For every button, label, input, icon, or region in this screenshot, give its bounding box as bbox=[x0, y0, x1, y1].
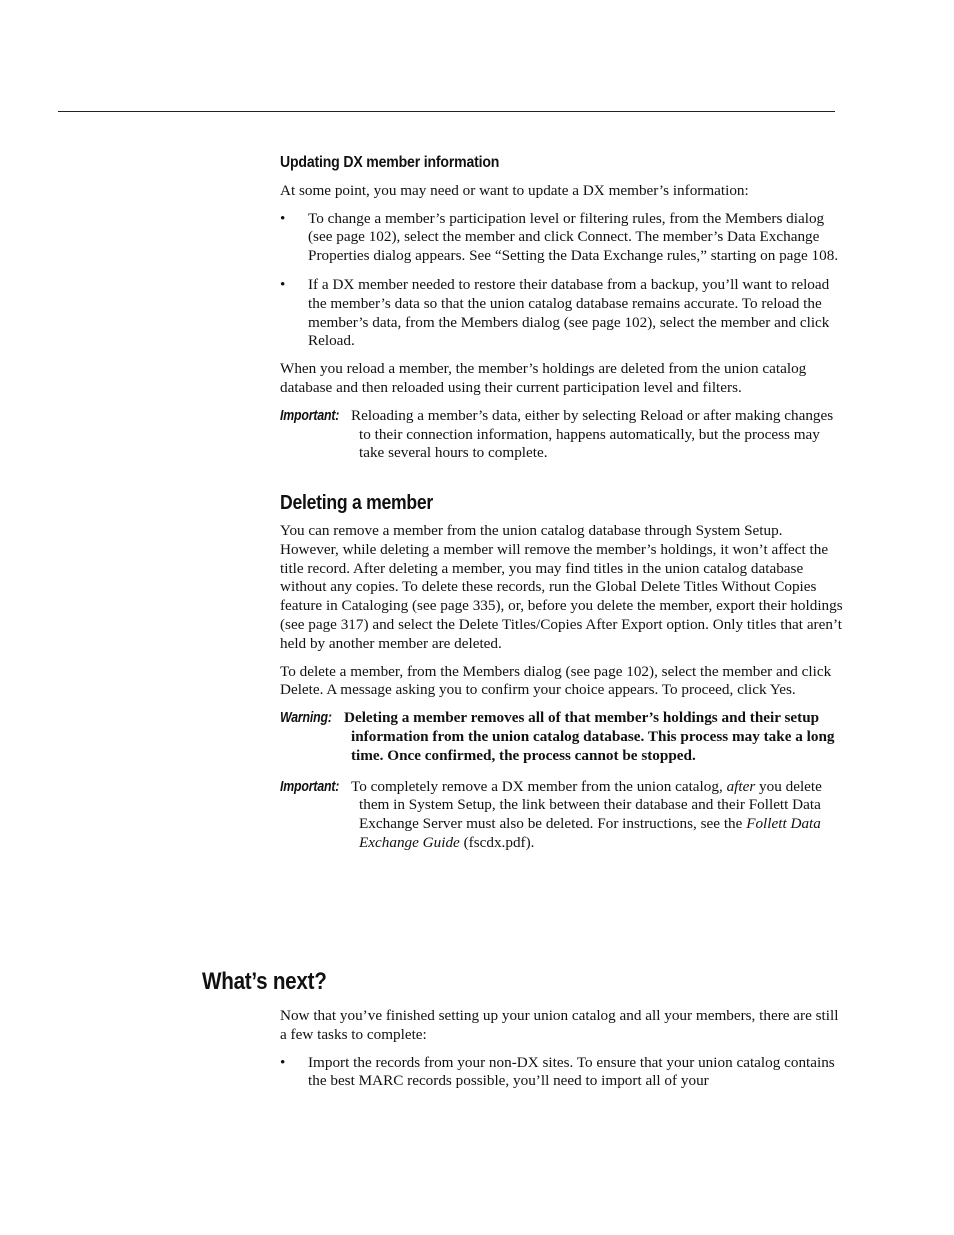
delete-paragraph-2: To delete a member, from the Members dialog (see page 102), select the member and click Delete. A message asking you to confirm your choice appears. To proceed, click Yes. bbox=[280, 662, 832, 699]
bullet-icon: • bbox=[280, 1053, 286, 1071]
bullet-icon: • bbox=[280, 209, 286, 227]
whats-next-bullet-list bbox=[280, 1054, 845, 1092]
important-label: Important: bbox=[280, 407, 340, 424]
heading-updating-dx: Updating DX member information bbox=[280, 154, 500, 171]
delete-paragraph-1: You can remove a member from the union catalog database through System Setup. However, while deleting a member will remove the member’s holdings, it won’t affect the title record. After deleting a member, you may find titles in the union catalog database without any copies. To delete these records, run the Global Delete Titles Without Copies feature in Cataloging (see page 335), or, before you delete the member, export their holdings (see page 317) and select the Delete Titles/Copies After Export option. Only titles that aren’t held by another member are deleted. bbox=[280, 521, 843, 652]
warning-label: Warning: bbox=[280, 710, 332, 727]
update-bullet-list bbox=[280, 210, 845, 352]
important-note-reload bbox=[280, 407, 845, 463]
important-text: Reloading a member’s data, either by selecting Reload or after making changes to their connection information, happens automatically, but the process may take several hours to complete. bbox=[351, 406, 834, 462]
header-rule bbox=[58, 111, 835, 112]
content-top bbox=[280, 154, 845, 862]
content-bottom bbox=[280, 1007, 845, 1101]
list-item: • Import the records from your non-DX sites. To ensure that your union catalog contains the best MARC records possible, you’ll need to import all of your bbox=[280, 1053, 835, 1090]
intro-paragraph: At some point, you may need or want to update a DX member’s information: bbox=[280, 181, 749, 199]
important-text: To completely remove a DX member from the union catalog, after you delete them in System Setup, the link between their database and their Follett Data Exchange Server must also be deleted. For instructions, see the Follett Data Exchange Guide (fscdx.pdf). bbox=[351, 777, 822, 851]
heading-whats-next: What’s next? bbox=[202, 968, 327, 995]
warning-text: Deleting a member removes all of that member’s holdings and their setup information from the union catalog database. This process may take a long time. Once confirmed, the process cannot be stopped. bbox=[344, 709, 835, 764]
whats-next-intro: Now that you’ve finished setting up your union catalog and all your members, there are still a few tasks to complete: bbox=[280, 1007, 839, 1043]
heading-deleting-member: Deleting a member bbox=[280, 492, 433, 515]
warning-note bbox=[280, 709, 845, 765]
important-note-delete bbox=[280, 778, 845, 853]
reload-paragraph: When you reload a member, the member’s holdings are deleted from the union catalog database and then reloaded using their current participation level and filters. bbox=[280, 360, 807, 396]
list-item: • To change a member’s participation level or filtering rules, from the Members dialog (see page 102), select the member and click Connect. The member’s Data Exchange Properties dialog appears. See “Setting the Data Exchange rules,” starting on page 108. bbox=[280, 209, 839, 265]
list-item: • If a DX member needed to restore their database from a backup, you’ll want to reload the member’s data so that the union catalog database remains accurate. To reload the member’s data, from the Members dialog (see page 102), select the member and click Reload. bbox=[280, 275, 830, 350]
bullet-icon: • bbox=[280, 275, 286, 293]
important-label: Important: bbox=[280, 778, 340, 795]
